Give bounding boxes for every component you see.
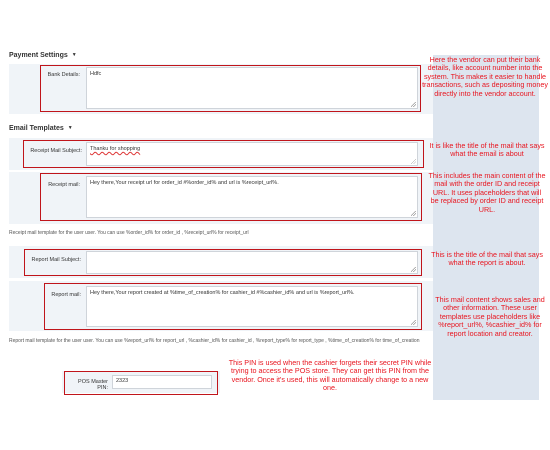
receipt-subject-note: It is like the title of the mail that says what the email is about [429,141,545,159]
resize-handle-icon[interactable] [411,102,416,107]
receipt-mail-textarea[interactable] [86,176,418,218]
bank-details-value: Hdfc [90,71,102,77]
receipt-mail-value: Hey there,Your receipt url for order_id #%order_id% and url is %receipt_url%. [90,180,279,186]
receipt-subject-label: Receipt Mail Subject: [30,148,82,154]
report-mail-label: Report mail: [51,292,81,298]
report-mail-value: Hey there,Your report created at %time_of_creation% for cashier_id #%cashier_id% and url is %report_url%. [90,290,355,296]
payment-settings-header[interactable] [9,52,77,59]
chevron-down-icon: ▼ [67,125,73,131]
receipt-mail-help: Receipt mail template for the user user. You can use %order_id% for order_id , %receipt_url% for receipt_url [9,230,249,236]
pos-pin-label: POS Master PIN: [78,379,108,391]
chevron-down-icon: ▼ [71,52,77,58]
pos-pin-note: This PIN is used when the cashier forgets their secret PIN while trying to access the POS store. They can get this PIN from the vendor. Once it's used, this will automatically change to a new one. [228,358,432,393]
bank-details-label: Bank Details: [47,72,80,78]
report-mail-textarea[interactable] [86,286,418,327]
report-mail-note: This mail content shows sales and other information. These user templates use placeholders like %report_url%, %cashier_id% for report location and creator. [435,295,545,338]
email-templates-header[interactable] [9,125,73,132]
resize-handle-icon[interactable] [411,211,416,216]
resize-handle-icon[interactable] [411,320,416,325]
pos-pin-value: 2323 [116,378,129,384]
pos-pin-input[interactable] [112,375,212,389]
annotation-sidebar [433,55,539,400]
resize-handle-icon[interactable] [411,159,416,164]
receipt-subject-value: Thanku for shopping [90,146,141,152]
resize-handle-icon[interactable] [411,267,416,272]
receipt-mail-label: Receipt mail: [48,182,80,188]
email-templates-title: Email Templates [9,125,64,132]
receipt-subject-input[interactable] [86,142,418,166]
report-mail-help: Report mail template for the user user. You can use %report_url% for report_url , %cashier_id% for cashier_id , %report_type% for report_type , %time_of_creation% for time_of_creation [9,338,420,344]
bank-details-note: Here the vendor can put their bank details, like account number into the system. This makes it easier to handle transactions, such as depositing money directly into the vendor account. [422,55,548,98]
report-subject-input[interactable] [86,251,418,274]
payment-settings-title: Payment Settings [9,52,68,59]
bank-details-textarea[interactable] [86,67,418,109]
report-subject-label: Report Mail Subject: [31,257,81,263]
report-subject-note: This is the title of the mail that says what the report is about. [431,250,543,268]
receipt-mail-note: This includes the main content of the mail with the order ID and receipt URL. It uses placeholders that will be replaced by order ID and receipt URL. [428,171,546,214]
